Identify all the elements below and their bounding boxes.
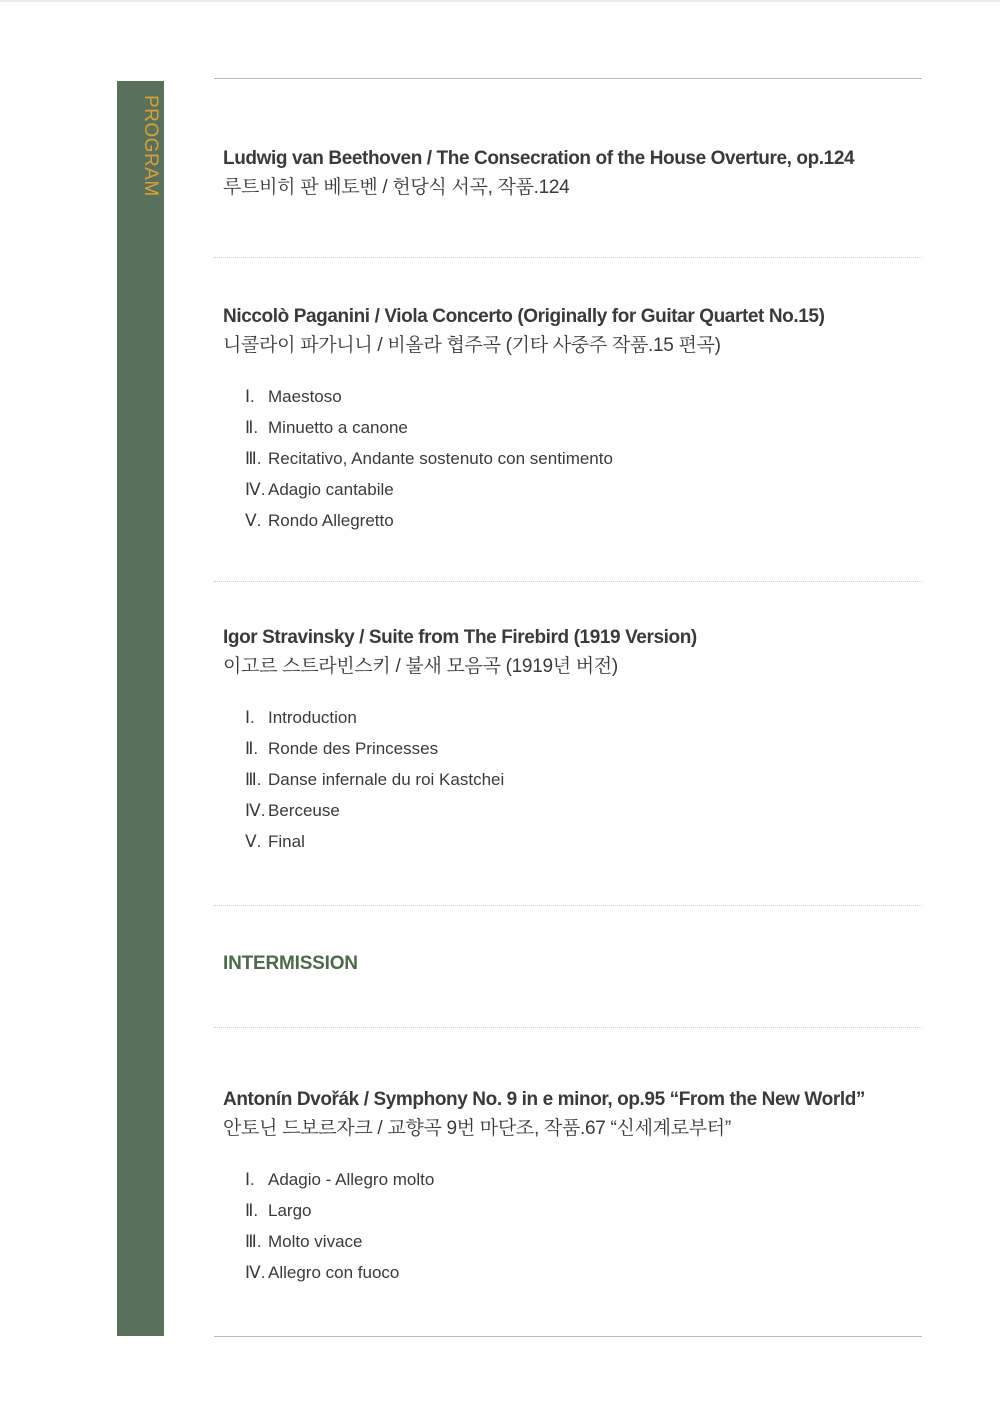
movement-name: Adagio - Allegro molto (268, 1169, 435, 1189)
movement-name: Introduction (268, 707, 357, 727)
movement-item (245, 443, 613, 474)
movement-item (245, 826, 504, 857)
piece-title-ko: 이고르 스트라빈스키 / 불새 모음곡 (1919년 버전) (223, 656, 618, 677)
piece-paganini (223, 303, 913, 361)
movement-number: Ⅰ. (245, 1169, 255, 1189)
movement-number: Ⅳ. (245, 1262, 266, 1282)
movement-name: Ronde des Princesses (268, 738, 439, 758)
movement-number: Ⅴ. (245, 510, 262, 530)
movement-number: Ⅲ. (245, 769, 262, 789)
piece-title-ko: 니콜라이 파가니니 / 비올라 협주곡 (기타 사중주 작품.15 편곡) (223, 335, 721, 356)
movement-number: Ⅲ. (245, 1231, 262, 1251)
movement-number: Ⅱ. (245, 417, 259, 437)
movement-number: Ⅱ. (245, 1200, 259, 1220)
movement-item (245, 474, 613, 505)
movement-name: Maestoso (268, 386, 342, 406)
movement-name: Rondo Allegretto (268, 510, 394, 530)
movement-name: Adagio cantabile (268, 479, 394, 499)
top-rule (214, 78, 922, 79)
piece-title-ko: 안토닌 드보르자크 / 교향곡 9번 마단조, 작품.67 “신세계로부터” (223, 1118, 731, 1139)
movement-name: Danse infernale du roi Kastchei (268, 769, 505, 789)
program-label: PROGRAM (140, 95, 161, 197)
section-divider (214, 905, 922, 906)
movement-name: Largo (268, 1200, 312, 1220)
section-divider (214, 581, 922, 582)
movement-number: Ⅰ. (245, 707, 255, 727)
movement-number: Ⅳ. (245, 479, 266, 499)
movement-name: Recitativo, Andante sostenuto con sentimento (268, 448, 613, 468)
movement-item (245, 1257, 434, 1288)
piece-title-en: Igor Stravinsky / Suite from The Firebird (1919 Version) (223, 627, 697, 648)
movement-item (245, 505, 613, 536)
top-border (0, 0, 1000, 2)
bottom-rule (214, 1336, 922, 1337)
movement-number: Ⅴ. (245, 831, 262, 851)
movement-name: Allegro con fuoco (268, 1262, 400, 1282)
intermission-label: INTERMISSION (223, 953, 358, 974)
movement-item (245, 702, 504, 733)
program-sidebar (117, 81, 164, 1336)
movement-name: Minuetto a canone (268, 417, 408, 437)
movement-item (245, 764, 504, 795)
section-divider (214, 257, 922, 258)
movement-item (245, 795, 504, 826)
movement-item (245, 1226, 434, 1257)
movement-number: Ⅳ. (245, 800, 266, 820)
piece-title-en: Niccolò Paganini / Viola Concerto (Originally for Guitar Quartet No.15) (223, 306, 825, 327)
movement-name: Berceuse (268, 800, 340, 820)
movement-item (245, 733, 504, 764)
movement-list (245, 702, 504, 857)
movement-list (245, 1164, 434, 1288)
piece-beethoven (223, 145, 913, 203)
movement-number: Ⅱ. (245, 738, 259, 758)
movement-number: Ⅲ. (245, 448, 262, 468)
movement-item (245, 1195, 434, 1226)
movement-number: Ⅰ. (245, 386, 255, 406)
movement-name: Molto vivace (268, 1231, 363, 1251)
piece-title-en: Ludwig van Beethoven / The Consecration of the House Overture, op.124 (223, 148, 855, 169)
movement-name: Final (268, 831, 305, 851)
piece-dvorak (223, 1086, 913, 1144)
movement-item (245, 381, 613, 412)
movement-item (245, 1164, 434, 1195)
piece-title-ko: 루트비히 판 베토벤 / 헌당식 서곡, 작품.124 (223, 177, 570, 198)
movement-list (245, 381, 613, 536)
movement-item (245, 412, 613, 443)
piece-title-en: Antonín Dvořák / Symphony No. 9 in e minor, op.95 “From the New World” (223, 1089, 866, 1110)
piece-stravinsky (223, 624, 913, 682)
section-divider (214, 1027, 922, 1028)
